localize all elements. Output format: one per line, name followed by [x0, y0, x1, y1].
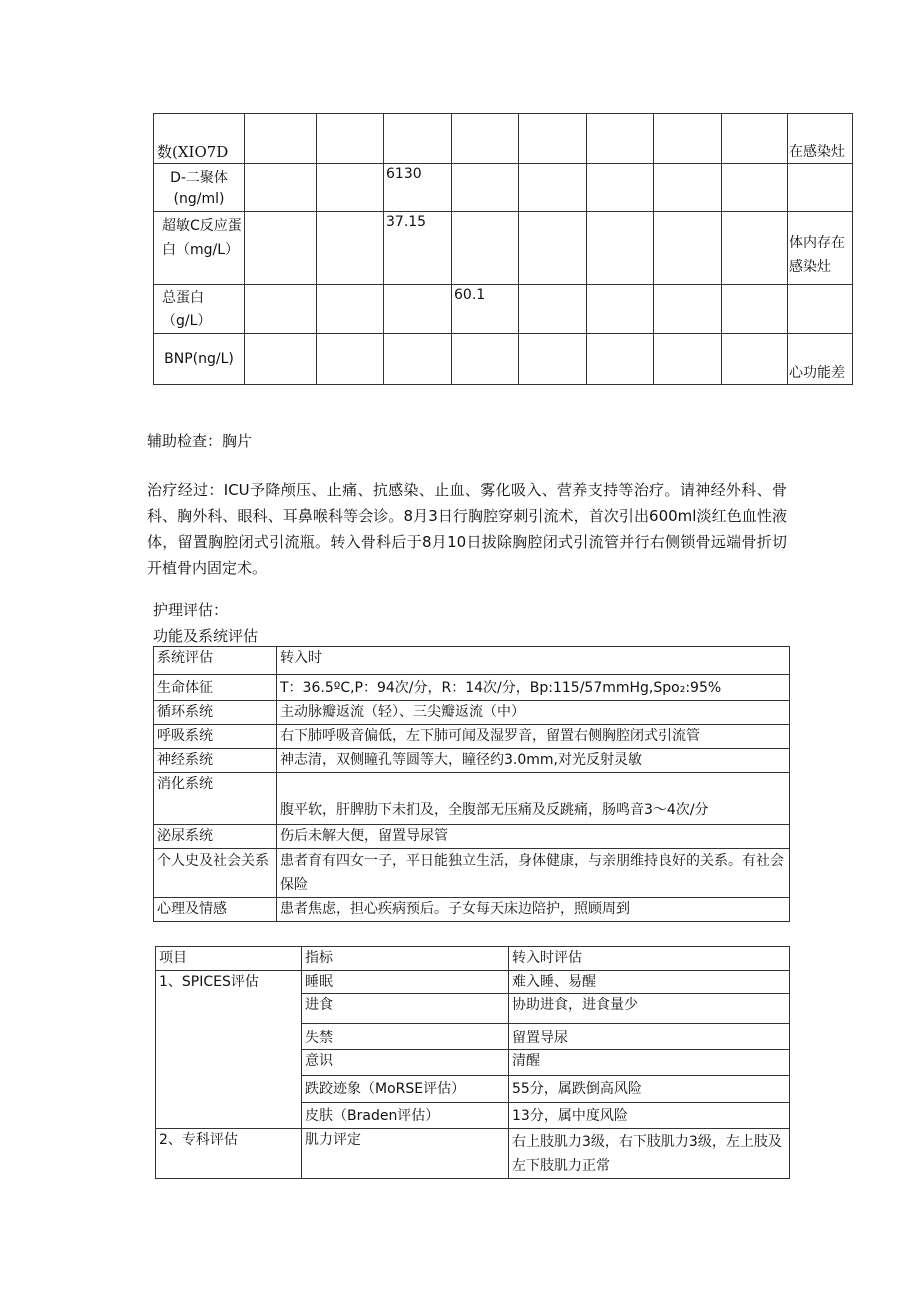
system-name: 个人史及社会关系: [154, 849, 277, 898]
lab-results-table: [153, 113, 853, 385]
result-cell: 55分，属跌倒高风险: [509, 1076, 790, 1103]
table-row: [156, 1129, 790, 1179]
lab-item-name: 数(XIO7D: [154, 114, 245, 164]
system-value: 神志清，双侧瞳孔等圆等大，瞳径约3.0mm,对光反射灵敏: [277, 749, 790, 773]
lab-row: [154, 164, 853, 212]
header-cell: 系统评估: [154, 647, 277, 675]
lab-item-name: D-二聚体(ng/ml): [154, 164, 245, 212]
indicator-cell: 失禁: [302, 1024, 509, 1050]
indicator-cell: 肌力评定: [302, 1129, 509, 1179]
result-cell: 13分，属中度风险: [509, 1103, 790, 1129]
table-row: [154, 849, 790, 898]
table-row: [154, 825, 790, 849]
lab-row: [154, 114, 853, 164]
table-row: [154, 701, 790, 725]
table-row: [154, 898, 790, 922]
system-name: 心理及情感: [154, 898, 277, 922]
function-system-title: 功能及系统评估: [153, 627, 259, 645]
indicator-cell: 意识: [302, 1050, 509, 1076]
lab-item-name: 总蛋白（g/L）: [154, 285, 245, 334]
lab-note: 体内存在感染灶: [788, 212, 853, 285]
lab-item-name: 超敏C反应蛋白（mg/L）: [154, 212, 245, 285]
system-name: 循环系统: [154, 701, 277, 725]
header-cell: 转入时: [277, 647, 790, 675]
lab-value: 37.15: [384, 212, 452, 285]
result-cell: 清醒: [509, 1050, 790, 1076]
table-row: [154, 675, 790, 701]
result-cell: 留置导尿: [509, 1024, 790, 1050]
system-assessment-table: [153, 646, 790, 922]
lab-note: 心功能差: [788, 334, 853, 385]
result-cell: 难入睡、易醒: [509, 971, 790, 994]
indicator-cell: 睡眠: [302, 971, 509, 994]
system-value: 伤后未解大便，留置导尿管: [277, 825, 790, 849]
assessment-table: [155, 946, 790, 1179]
indicator-cell: 进食: [302, 994, 509, 1024]
header-cell: 项目: [156, 947, 302, 971]
lab-item-name: BNP(ng/L): [154, 334, 245, 385]
header-cell: 转入时评估: [509, 947, 790, 971]
indicator-cell: 皮肤（Braden评估）: [302, 1103, 509, 1129]
table-row: [154, 749, 790, 773]
lab-row: [154, 212, 853, 285]
table-row: [154, 773, 790, 825]
system-name: 生命体征: [154, 675, 277, 701]
system-name: 呼吸系统: [154, 725, 277, 749]
lab-row: [154, 285, 853, 334]
assessment-group: 1、SPICES评估: [156, 971, 302, 1129]
table-row: [154, 725, 790, 749]
lab-value: 6130: [384, 164, 452, 212]
nursing-assessment-title: 护理评估：: [153, 601, 229, 619]
header-cell: 指标: [302, 947, 509, 971]
table-row: [156, 971, 790, 994]
lab-note: 在感染灶: [788, 114, 853, 164]
treatment-course: 治疗经过：ICU予降颅压、止痛、抗感染、止血、雾化吸入、营养支持等治疗。请神经外科、骨科、胸外科、眼科、耳鼻喉科等会诊。8月3日行胸腔穿刺引流术，首次引出600ml淡红色血性液体，留置胸腔闭式引流瓶。转入骨科后于8月10日拔除胸腔闭式引流管并行右侧锁骨远端骨折切开植骨内固定术。: [147, 481, 787, 577]
system-value: 右下肺呼吸音偏低，左下肺可闻及湿罗音，留置右侧胸腔闭式引流管: [277, 725, 790, 749]
lab-row: [154, 334, 853, 385]
auxiliary-exam: 辅助检查：胸片: [147, 432, 253, 450]
lab-value: 60.1: [452, 285, 519, 334]
table-header-row: [156, 947, 790, 971]
result-cell: 协助进食，进食量少: [509, 994, 790, 1024]
system-name: 神经系统: [154, 749, 277, 773]
result-cell: 右上肢肌力3级，右下肢肌力3级，左上肢及左下肢肌力正常: [509, 1129, 790, 1179]
system-name: 泌尿系统: [154, 825, 277, 849]
system-value: 患者焦虑，担心疾病预后。子女每天床边陪护，照顾周到: [277, 898, 790, 922]
system-value: T：36.5ºC,P：94次/分，R：14次/分，Bp:115/57mmHg,Spo₂:95%: [277, 675, 790, 701]
system-value: 主动脉瓣返流（轻）、三尖瓣返流（中）: [277, 701, 790, 725]
assessment-group: 2、专科评估: [156, 1129, 302, 1179]
system-value: 患者育有四女一子，平日能独立生活，身体健康，与亲朋维持良好的关系。有社会保险: [277, 849, 790, 898]
indicator-cell: 跌跤迹象（MoRSE评估）: [302, 1076, 509, 1103]
system-value: 腹平软，肝脾肋下未扪及，全腹部无压痛及反跳痛，肠鸣音3～4次/分: [277, 773, 790, 825]
system-name: 消化系统: [154, 773, 277, 825]
table-header-row: [154, 647, 790, 675]
